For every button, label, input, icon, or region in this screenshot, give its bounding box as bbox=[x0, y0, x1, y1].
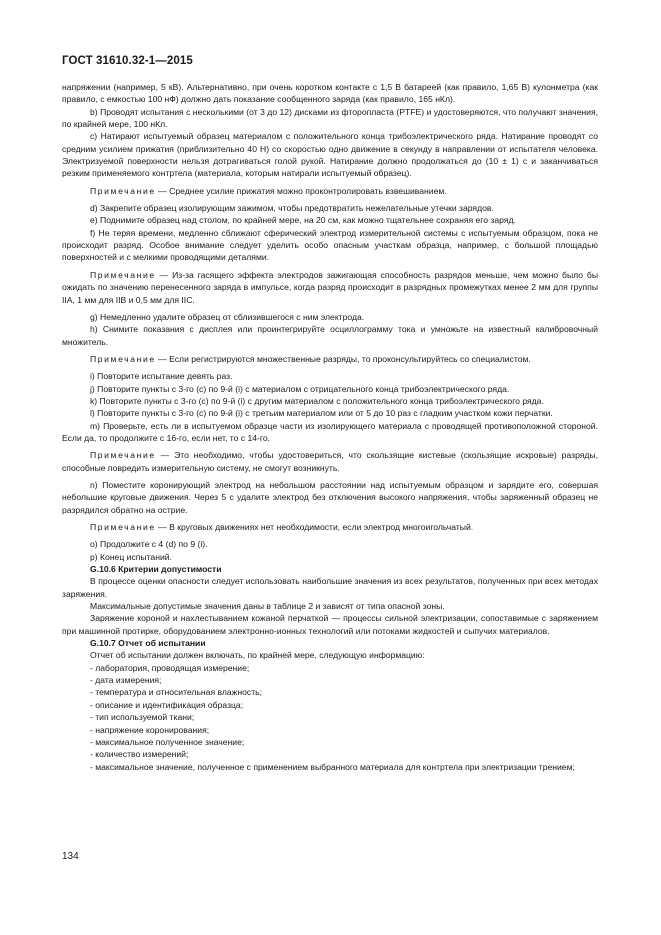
list-item-i: i) Повторите испытание девять раз. bbox=[90, 371, 233, 382]
list-item: - максимальное полученное значение; bbox=[90, 736, 245, 747]
note bbox=[62, 269, 598, 306]
list-item: - описание и идентификация образца; bbox=[90, 699, 244, 710]
list-item: - количество измерений; bbox=[90, 749, 189, 760]
list-item: - температура и относительная влажность; bbox=[90, 687, 263, 698]
section-heading: G.10.6 Критерии допустимости bbox=[90, 564, 222, 575]
list-item-d: d) Закрепите образец изолирующим зажимом, чтобы предотвратить нежелательные утечки зарядов. bbox=[90, 203, 494, 214]
page-number: 134 bbox=[62, 851, 79, 862]
section-heading: G.10.7 Отчет об испытании bbox=[90, 638, 206, 649]
list-item-j: j) Повторите пункты с 3-го (с) по 9-й (i) с материалом с отрицательного конца трибоэлектрического ряда. bbox=[90, 383, 510, 394]
note-label: Примечание bbox=[90, 522, 156, 532]
note bbox=[62, 521, 598, 533]
paragraph: В процессе оценки опасности следует использовать наибольшие значения из всех результатов, полученных при всех методах заряжения. bbox=[62, 576, 598, 599]
list-item: - максимальное значение, полученное с применением выбранного материала для контртела при электризации трением; bbox=[90, 761, 575, 772]
list-item-c: c) Натирают испытуемый образец материалом с положительного конца трибоэлектрического ряда. Натирание проводят со средним усилием прижатия (приблизительно 40 Н) со скоростью одно движение в секунду в направлении от испытателя человека. Электризуемой поверхности нельзя дотрагиваться голой рукой. Натирание должно продолжаться до (10 ± 1) с и заканчиваться резким применяемого контртела (материала, которым натирали испытуемый образец). bbox=[62, 131, 598, 179]
note bbox=[62, 449, 598, 474]
note-text: — В круговых движениях нет необходимости, если электрод многоигольчатый. bbox=[155, 522, 474, 532]
note bbox=[62, 185, 598, 197]
list-item-b: b) Проводят испытания с несколькими (от 3 до 12) дисками из фторопласта (PTFE) и удостоверяются, что получают значения, по крайней мере, 100 нКл. bbox=[62, 106, 598, 130]
list-item-f: f) Не теряя времени, медленно сближают сферический электрод измерительной системы с испытуемым образцом, пока не происходит разряд. Особое внимание следует уделить особо опасным участкам образца, например, с большой площадью поверхностей и с мелкими проводящими деталями. bbox=[62, 227, 598, 263]
note-label: Примечание bbox=[90, 450, 156, 461]
paragraph: Максимальные допустимые значения даны в таблице 2 и зависят от типа опасной зоны. bbox=[90, 601, 445, 612]
list-item-n: n) Поместите коронирующий электрод на небольшом расстоянии над испытуемым образцом и зарядите его, совершая небольшие круговые движения. Через 5 с удалите электрод без отключения высокого напряжения, чтобы заряженный образец не разрядился обратно на острие. bbox=[62, 479, 598, 515]
list-item-p: p) Конец испытаний. bbox=[90, 551, 172, 562]
note-text: — Если регистрируются множественные разряды, то проконсультируйтесь со специалистом. bbox=[155, 353, 531, 364]
list-item: - лаборатория, проводящая измерение; bbox=[90, 662, 250, 673]
note-label: Примечание bbox=[90, 185, 156, 196]
document-page bbox=[62, 55, 598, 773]
list-item: - дата измерения; bbox=[90, 675, 162, 686]
list-item-o: o) Продолжите с 4 (d) по 9 (i). bbox=[90, 539, 208, 550]
note-text: — Это необходимо, чтобы удостовериться, что скользящие кистевые (скользящие искровые) разряды, способные повредить измерительную систему, не смогут возникнуть. bbox=[62, 450, 598, 473]
list-item-e: e) Поднимите образец над столом, по крайней мере, на 20 см, как можно тщательнее сохраняя его заряд. bbox=[90, 215, 516, 226]
list-item-k: k) Повторите пункты с 3-го (с) по 9-й (i) с другим материалом с положительного конца трибоэлектрического ряда. bbox=[90, 395, 544, 406]
note-label: Примечание bbox=[90, 269, 156, 280]
list-item-m: m) Проверьте, есть ли в испытуемом образце части из изолирующего материала с проводящей противоположной стороной. Если да, то продолжите с 16-го, если нет, то с 14-го. bbox=[62, 420, 598, 443]
note-text: — Среднее усилие прижатия можно проконтролировать взвешиванием. bbox=[155, 185, 447, 196]
list-item: - напряжение коронирования; bbox=[90, 724, 210, 735]
document-body bbox=[62, 81, 598, 773]
paragraph: Заряжение короной и нахлестыванием кожаной перчаткой — процессы сильной электризации, сопоставимые с заряжением при машинной протирке, оборудованием электронно-ионных технологий или потоками жидкостей и сыпучих материалов. bbox=[62, 613, 598, 636]
document-header: ГОСТ 31610.32-1—2015 bbox=[62, 55, 193, 67]
paragraph: напряжении (например, 5 кВ). Альтернативно, при очень коротком контакте с 1,5 В батареей (как правило, 1,65 В) кулонметра (как правило, с емкостью 100 нФ) должно дать показание сообщенного заряда (как правило, 165 нКл). bbox=[62, 82, 598, 105]
note-text: — Из-за гасящего эффекта электродов зажигающая способность разрядов меньше, чем можно было бы ожидать по значению перенесенного заряда в импульсе, когда разряд происходит в разрядных промежутках менее 2 мм для группы IIA, 1 мм для IIB и 0,5 мм для IIC. bbox=[62, 269, 598, 305]
note-label: Примечание bbox=[90, 353, 156, 364]
list-item-l: l) Повторите пункты с 3-го (с) по 9-й (i) с третьим материалом или от 5 до 10 раз с гладким участком кожи перчатки. bbox=[90, 408, 553, 419]
note bbox=[62, 353, 598, 365]
list-item: - тип используемой ткани; bbox=[90, 712, 195, 723]
list-item-g: g) Немедленно удалите образец от сблизившегося с ним электрода. bbox=[90, 311, 365, 322]
paragraph: Отчет об испытании должен включать, по крайней мере, следующую информацию: bbox=[90, 650, 425, 661]
list-item-h: h) Снимите показания с дисплея или проинтегрируйте осциллограмму тока и умножьте на известный калибровочный множитель. bbox=[62, 324, 598, 347]
